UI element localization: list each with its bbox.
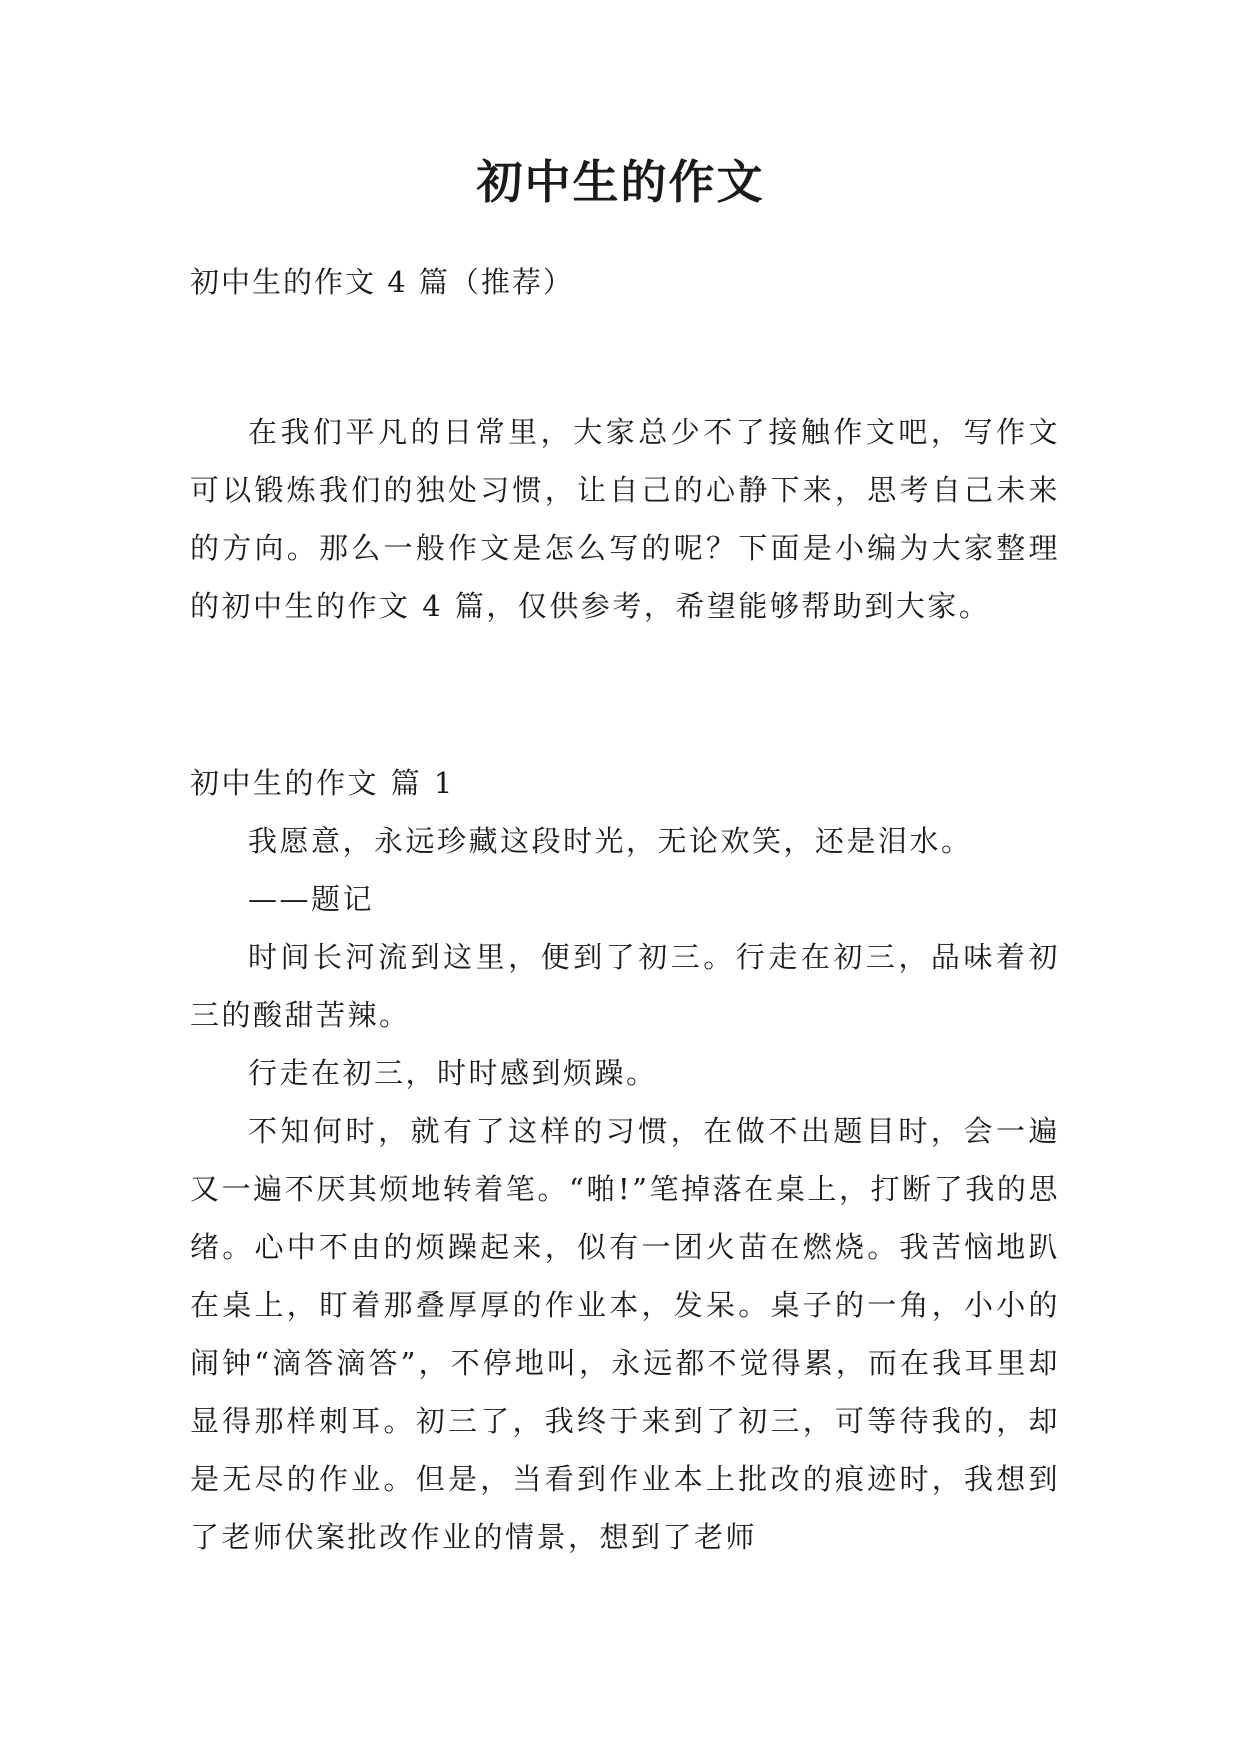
document-subtitle: 初中生的作文 4 篇（推荐） xyxy=(190,265,574,299)
epigraph-attribution: ——题记 xyxy=(248,882,375,916)
document-title: 初中生的作文 xyxy=(476,155,765,209)
article-paragraph: 时间长河流到这里，便到了初三。行走在初三，品味着初三的酸甜苦辣。 xyxy=(190,940,1060,1032)
intro-block xyxy=(190,403,1060,635)
intro-paragraph: 在我们平凡的日常里，大家总少不了接触作文吧，写作文可以锻炼我们的独处习惯，让自己的心静下来，思考自己未来的方向。那么一般作文是怎么写的呢？下面是小编为大家整理的初中生的作文 4 篇，仅供参考，希望能够帮助到大家。 xyxy=(190,415,1060,623)
article-paragraph: 行走在初三，时时感到烦躁。 xyxy=(248,1056,658,1090)
article-paragraph: 我愿意，永远珍藏这段时光，无论欢笑，还是泪水。 xyxy=(248,824,973,858)
article-section-1 xyxy=(190,754,1060,1566)
section-heading: 初中生的作文 篇 1 xyxy=(190,766,455,800)
article-paragraph: 不知何时，就有了这样的习惯，在做不出题目时，会一遍又一遍不厌其烦地转着笔。“啪!”笔掉落在桌上，打断了我的思绪。心中不由的烦躁起来，似有一团火苗在燃烧。我苦恼地趴在桌上，盯着那叠厚厚的作业本，发呆。桌子的一角，小小的闹钟“滴答滴答”，不停地叫，永远都不觉得累，而在我耳里却显得那样刺耳。初三了，我终于来到了初三，可等待我的，却是无尽的作业。但是，当看到作业本上批改的痕迹时，我想到了老师伏案批改作业的情景，想到了老师 xyxy=(190,1114,1060,1554)
